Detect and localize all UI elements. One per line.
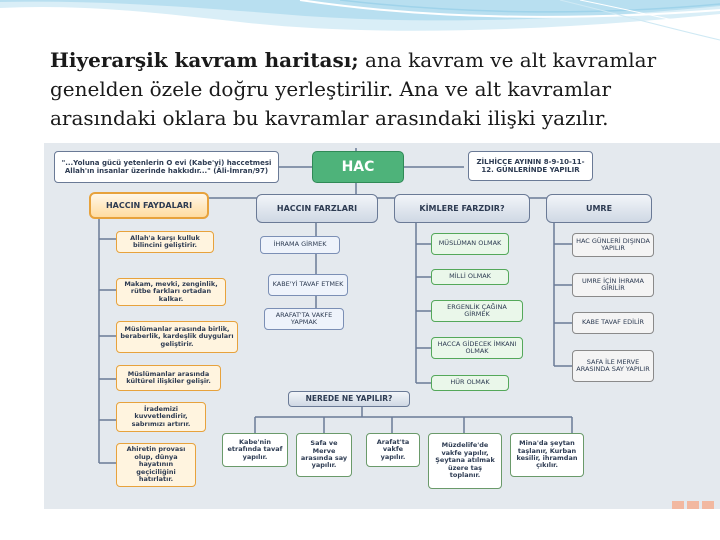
who-item: HACCA GİDECEK İMKANI OLMAK — [431, 337, 523, 359]
umre-item: KABE TAVAF EDİLİR — [572, 312, 654, 334]
title-term: Hiyerarşik kavram haritası; — [50, 48, 359, 72]
who-item: MÜSLÜMAN OLMAK — [431, 233, 509, 255]
title-description: ana kavram ve alt kavramlar genelden özele doğru yerleştirilir. Ana ve alt kavramlar arasındaki oklara bu kavramlar arasındaki ilişki yazılır. — [50, 48, 657, 130]
who-item: HÜR OLMAK — [431, 375, 509, 391]
quran-quote-note: "...Yoluna gücü yetenlerin O evi (Kabe'yi) haccetmesi Allah'ın insanlar üzerinde hakkıdır..." (Âli-İmran/97) — [54, 151, 279, 183]
category-obligations: HACCIN FARZLARI — [256, 194, 378, 223]
benefit-item: Makam, mevki, zenginlik, rütbe farkları ortadan kalkar. — [116, 278, 226, 306]
category-umre: UMRE — [546, 194, 652, 223]
obligation-item: KABE'Yİ TAVAF ETMEK — [268, 274, 348, 296]
date-note: ZİLHİCCE AYININ 8-9-10-11-12. GÜNLERİNDE YAPILIR — [468, 151, 593, 181]
benefit-item: Müslümanlar arasında kültürel ilişkiler gelişir. — [116, 365, 221, 391]
benefit-item: İrademizi kuvvetlendirir, sabrımızı artırır. — [116, 402, 206, 432]
umre-item: UMRE İÇİN İHRAMA GİRİLİR — [572, 273, 654, 297]
place-item: Arafat'ta vakfe yapılır. — [366, 433, 420, 467]
category-benefits: HACCIN FAYDALARI — [89, 192, 209, 219]
benefit-item: Müslümanlar arasında birlik, beraberlik, kardeşlik duyguları geliştirir. — [116, 321, 238, 353]
place-item: Müzdelife'de vakfe yapılır, Şeytana atılmak üzere taş toplanır. — [428, 433, 502, 489]
category-where: NEREDE NE YAPILIR? — [288, 391, 410, 407]
who-item: ERGENLİK ÇAĞINA GİRMEK — [431, 300, 523, 322]
umre-item: SAFA İLE MERVE ARASINDA SAY YAPILIR — [572, 350, 654, 382]
intro-paragraph — [50, 46, 690, 133]
category-who: KİMLERE FARZDIR? — [394, 194, 530, 223]
benefit-item: Allah'a karşı kulluk bilincini geliştirir. — [116, 231, 214, 253]
benefit-item: Ahiretin provası olup, dünya hayatının geçiciliğini hatırlatır. — [116, 443, 196, 487]
who-item: MİLLİ OLMAK — [431, 269, 509, 285]
place-item: Mina'da şeytan taşlanır, Kurban kesilir, ihramdan çıkılır. — [510, 433, 584, 477]
place-item: Safa ve Merve arasında say yapılır. — [296, 433, 352, 477]
publisher-logo — [672, 500, 716, 510]
concept-map — [44, 143, 720, 509]
main-concept-hac: HAC — [312, 151, 404, 183]
umre-item: HAC GÜNLERİ DIŞINDA YAPILIR — [572, 233, 654, 257]
place-item: Kabe'nin etrafında tavaf yapılır. — [222, 433, 288, 467]
obligation-item: ARAFAT'TA VAKFE YAPMAK — [264, 308, 344, 330]
obligation-item: İHRAMA GİRMEK — [260, 236, 340, 254]
